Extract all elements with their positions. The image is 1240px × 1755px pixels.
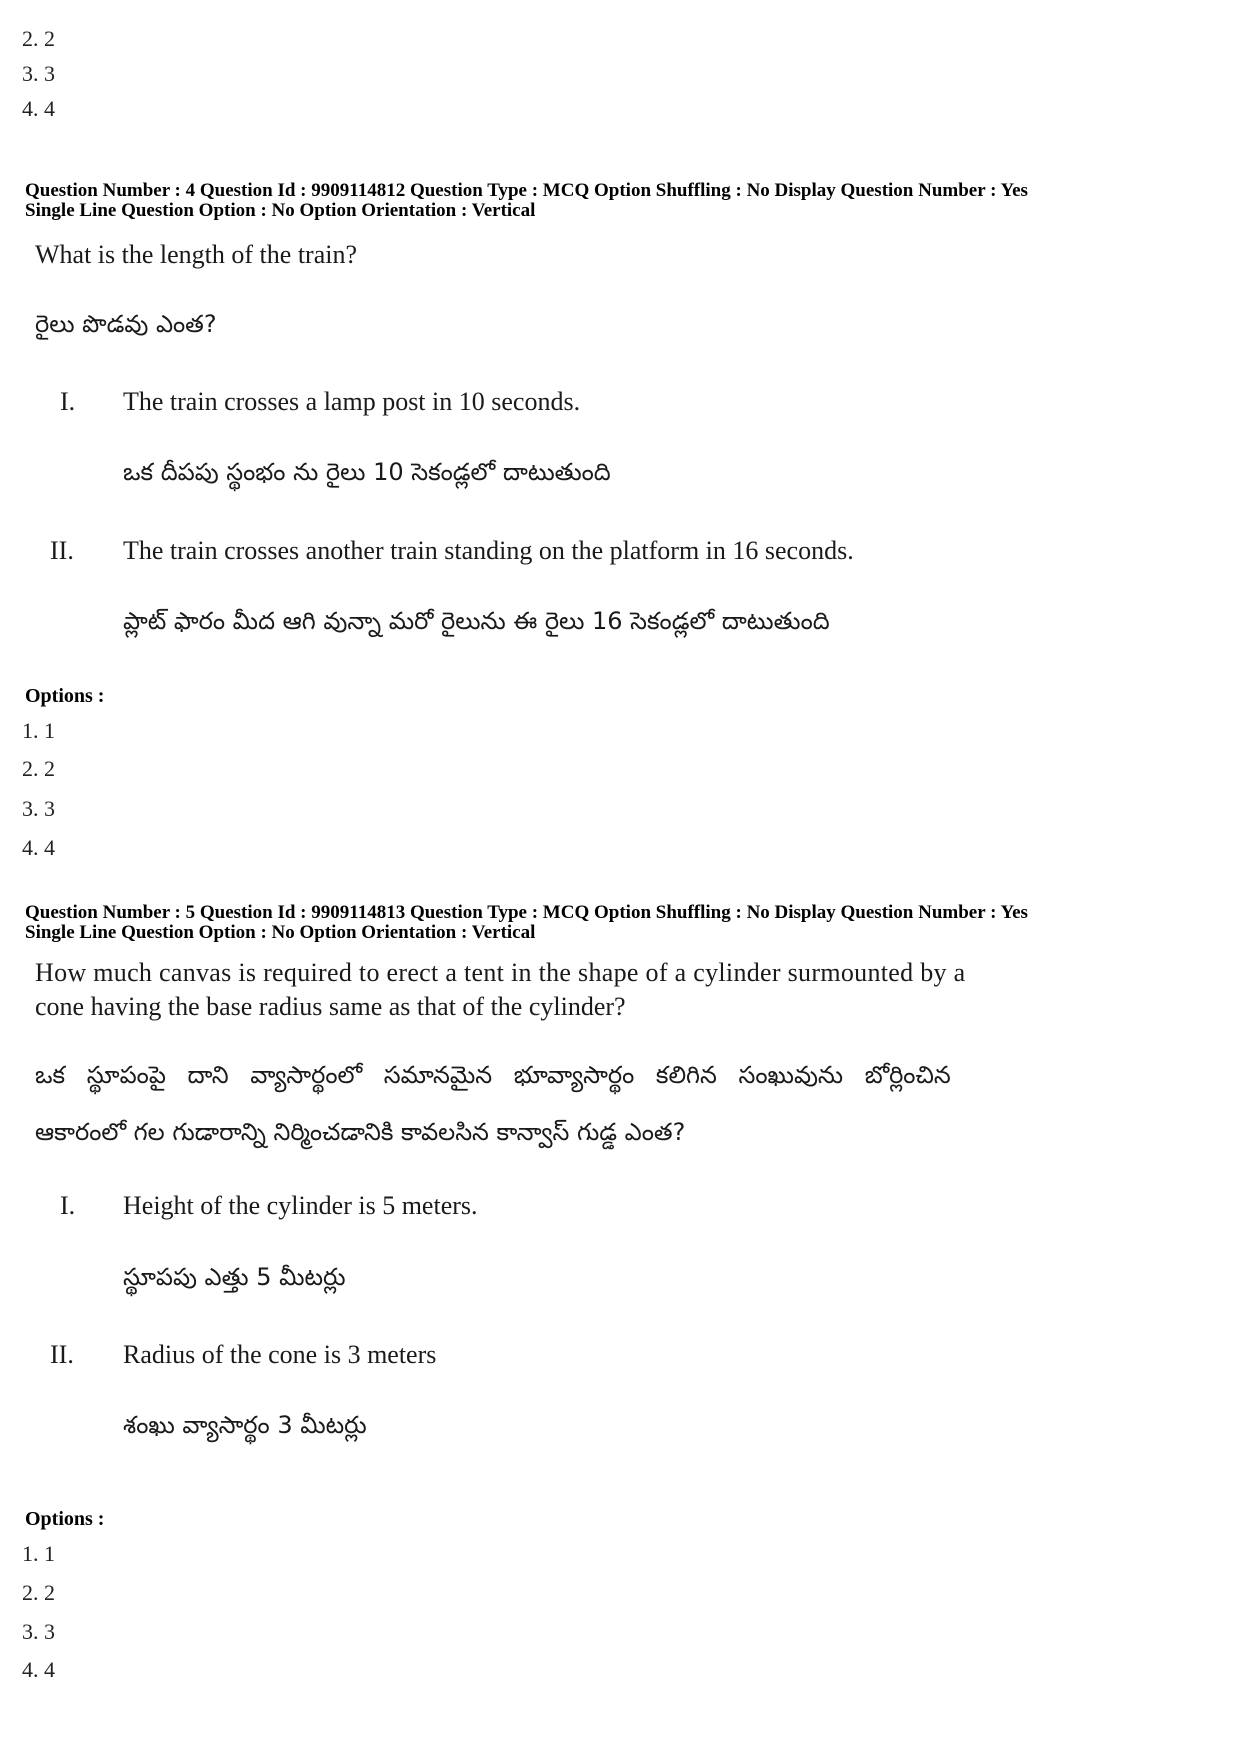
statement-text-te: ప్లాట్ ఫారం మీద ఆగి వున్నా మరో రైలును ఈ రైలు 16 సెకండ్లలో దాటుతుంది bbox=[123, 607, 830, 635]
question-4-meta-line2: Single Line Question Option : No Option Orientation : Vertical bbox=[25, 200, 536, 221]
option-item bbox=[22, 1619, 55, 1645]
option-number: 4. bbox=[22, 1657, 39, 1682]
question-4-text-en: What is the length of the train? bbox=[35, 240, 358, 269]
option-item bbox=[22, 1657, 55, 1683]
statement-text-en: The train crosses a lamp post in 10 seconds. bbox=[123, 387, 581, 416]
option-number: 4. bbox=[22, 835, 39, 860]
option-item bbox=[22, 96, 55, 122]
statement-text-en: Height of the cylinder is 5 meters. bbox=[123, 1191, 478, 1220]
option-number: 2. bbox=[22, 756, 39, 781]
statement-number: I. bbox=[60, 1191, 76, 1220]
option-value: 3 bbox=[44, 61, 55, 86]
option-number: 4. bbox=[22, 96, 39, 121]
option-item bbox=[22, 1541, 55, 1567]
option-value: 2 bbox=[44, 756, 55, 781]
statement-text-en: Radius of the cone is 3 meters bbox=[123, 1340, 437, 1369]
question-5-meta-line1: Question Number : 5 Question Id : 9909114813 Question Type : MCQ Option Shuffling : No Display Question Number : Yes bbox=[25, 902, 1028, 923]
statement-text-te: స్థూపపు ఎత్తు 5 మీటర్లు bbox=[123, 1263, 346, 1291]
statement-number: I. bbox=[60, 387, 76, 416]
statement-text-te: ఒక దీపపు స్థంభం ను రైలు 10 సెకండ్లలో దాటుతుంది bbox=[123, 458, 611, 486]
question-5-text-te-line1: ఒక స్థూపంపై దాని వ్యాసార్థంలో సమానమైన భూవ్యాసార్థం కలిగిన సంఖువును బోర్లించిన bbox=[35, 1061, 951, 1089]
option-value: 2 bbox=[44, 1580, 55, 1605]
option-value: 4 bbox=[44, 96, 55, 121]
question-4-text-te: రైలు పొడవు ఎంత? bbox=[35, 310, 217, 338]
option-item bbox=[22, 718, 55, 744]
option-item bbox=[22, 61, 55, 87]
option-item bbox=[22, 26, 55, 52]
option-number: 2. bbox=[22, 26, 39, 51]
statement-number: II. bbox=[50, 536, 74, 565]
option-item bbox=[22, 756, 55, 782]
option-number: 1. bbox=[22, 718, 39, 743]
option-value: 2 bbox=[44, 26, 55, 51]
options-label: Options : bbox=[25, 1508, 105, 1530]
option-number: 2. bbox=[22, 1580, 39, 1605]
question-5-text-te-line2: ఆకారంలో గల గుడారాన్ని నిర్మించడానికి కావలసిన కాన్వాస్ గుడ్డ ఎంత? bbox=[35, 1118, 686, 1146]
option-value: 4 bbox=[44, 1657, 55, 1682]
option-number: 3. bbox=[22, 1619, 39, 1644]
option-item bbox=[22, 835, 55, 861]
statement-number: II. bbox=[50, 1340, 74, 1369]
statement-text-en: The train crosses another train standing on the platform in 16 seconds. bbox=[123, 536, 854, 565]
question-5-meta-line2: Single Line Question Option : No Option Orientation : Vertical bbox=[25, 922, 536, 943]
option-value: 4 bbox=[44, 835, 55, 860]
question-5-text-en-line2: cone having the base radius same as that of the cylinder? bbox=[35, 992, 626, 1021]
question-4-meta-line1: Question Number : 4 Question Id : 9909114812 Question Type : MCQ Option Shuffling : No Display Question Number : Yes bbox=[25, 180, 1028, 201]
option-number: 3. bbox=[22, 796, 39, 821]
option-value: 1 bbox=[44, 1541, 55, 1566]
option-item bbox=[22, 796, 55, 822]
statement-text-te: శంఖు వ్యాసార్థం 3 మీటర్లు bbox=[123, 1411, 367, 1439]
question-5-text-en-line1: How much canvas is required to erect a tent in the shape of a cylinder surmounted by a bbox=[35, 958, 966, 987]
options-label: Options : bbox=[25, 685, 105, 707]
option-value: 3 bbox=[44, 796, 55, 821]
option-number: 3. bbox=[22, 61, 39, 86]
option-number: 1. bbox=[22, 1541, 39, 1566]
option-item bbox=[22, 1580, 55, 1606]
option-value: 3 bbox=[44, 1619, 55, 1644]
option-value: 1 bbox=[44, 718, 55, 743]
